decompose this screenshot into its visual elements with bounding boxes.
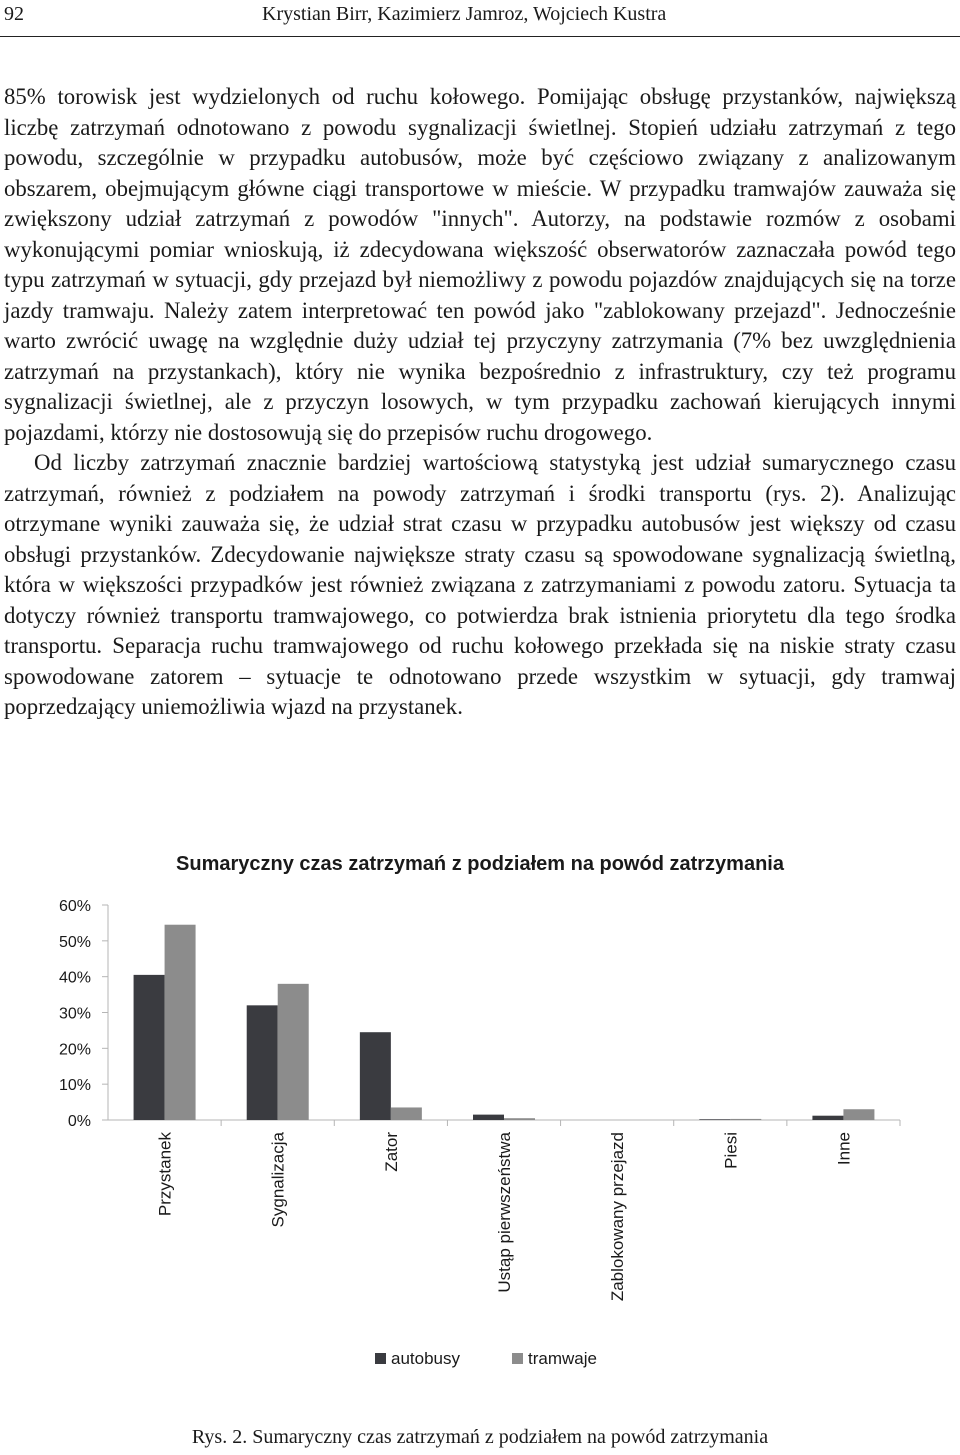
x-category-label: Piesi [721,1132,741,1169]
y-tick-label: 50% [58,933,91,951]
body-text [4,82,956,723]
bar-tramwaje [730,1119,761,1120]
legend-label-autobusy: autobusy [391,1349,460,1368]
y-tick-label: 30% [58,1005,91,1023]
figure-caption: Rys. 2. Sumaryczny czas zatrzymań z podziałem na powód zatrzymania [191,1426,769,1448]
bar-autobusy [699,1119,730,1120]
chart-title: Sumaryczny czas zatrzymań z podziałem na powód zatrzymania [176,853,784,875]
x-category-label: Inne [834,1132,854,1166]
bar-autobusy [134,975,165,1120]
bar-autobusy [360,1032,391,1120]
y-tick-label: 10% [58,1077,91,1095]
y-tick-label: 40% [58,969,91,987]
y-tick-label: 20% [58,1041,91,1059]
bar-autobusy [247,1005,278,1120]
bar-autobusy [473,1115,504,1120]
x-category-label: Przystanek [155,1132,175,1217]
x-category-label: Zablokowany przejazd [608,1132,628,1302]
y-tick-label: 60% [58,898,91,915]
bar-tramwaje [504,1118,535,1120]
legend-swatch-tramwaje [512,1353,523,1364]
legend-swatch-autobusy [375,1353,386,1364]
legend-label-tramwaje: tramwaje [528,1349,597,1368]
x-category-label: Sygnalizacja [268,1132,288,1228]
bar-autobusy [812,1116,843,1120]
paragraph-1: 85% torowisk jest wydzielonych od ruchu kołowego. Pomijając obsługę przystanków, największą liczbę zatrzymań odnotowano z powodu sygnalizacji świetlnej. Stopień udziału zatrzymań z tego powodu, szczególnie w przypadku autobusów, może być częściowo związany z analizowanym obszarem, obejmującym główne ciągi transportowe w mieście. W przypadku tramwajów zauważa się zwiększony udział zatrzymań z powodów "innych". Autorzy, na podstawie rozmów z osobami wykonującymi pomiar wnioskują, iż zdecydowana większość obserwatorów zaznaczała powód tego typu zatrzymań w sytuacji, gdy przejazd był niemożliwy z powodu pojazdów znajdujących się na torze jazdy tramwaju. Należy zatem interpretować ten powód jako "zablokowany przejazd". Jednocześnie warto zwrócić uwagę na względnie duży udział tej przyczyny zatrzymania (7% bez uwzględnienia zatrzymań na przystankach), który nie wynika bezpośrednio z infrastruktury, czy też programu sygnalizacji świetlnej, ale z przyczyn losowych, w tym przypadku zachowań kierujących innymi pojazdami, którzy nie dostosowują się do przepisów ruchu drogowego. [4,84,956,445]
page-number: 92 [4,3,24,25]
bar-tramwaje [165,925,196,1120]
bar-tramwaje [391,1107,422,1120]
y-tick-label: 0% [67,1113,91,1130]
bar-tramwaje [278,984,309,1120]
bar-tramwaje [843,1109,874,1120]
paragraph-2: Od liczby zatrzymań znacznie bardziej wartościową statystyką jest udział sumarycznego czasu zatrzymań, również z podziałem na powody zatrzymań i środki transportu (rys. 2). Analizując otrzymane wyniki zauważa się, że udział strat czasu w przypadku autobusów jest większy od czasu obsługi przystanków. Zdecydowanie największe straty czasu są spowodowane sygnalizacją świetlną, która w większości przypadków jest również związana z zatrzymaniami z powodu zatoru. Sytuacja ta dotyczy również transportu tramwajowego, co potwierdza brak istnienia priorytetu dla tego środka transportu. Separacja ruchu tramwajowego od ruchu kołowego przekłada się na niskie straty czasu spowodowane zatorem – sytuacje te odnotowano przede wszystkim w sytuacji, gdy tramwaj poprzedzający uniemożliwia wjazd na przystanek. [4,450,956,719]
x-category-label: Ustąp pierwszeństwa [495,1132,514,1293]
chart-svg [0,840,960,1400]
bar-chart [0,840,960,1400]
x-category-label: Zator [381,1132,401,1172]
page-header [0,0,960,37]
running-head-authors: Krystian Birr, Kazimierz Jamroz, Wojciech Kustra [262,3,667,25]
